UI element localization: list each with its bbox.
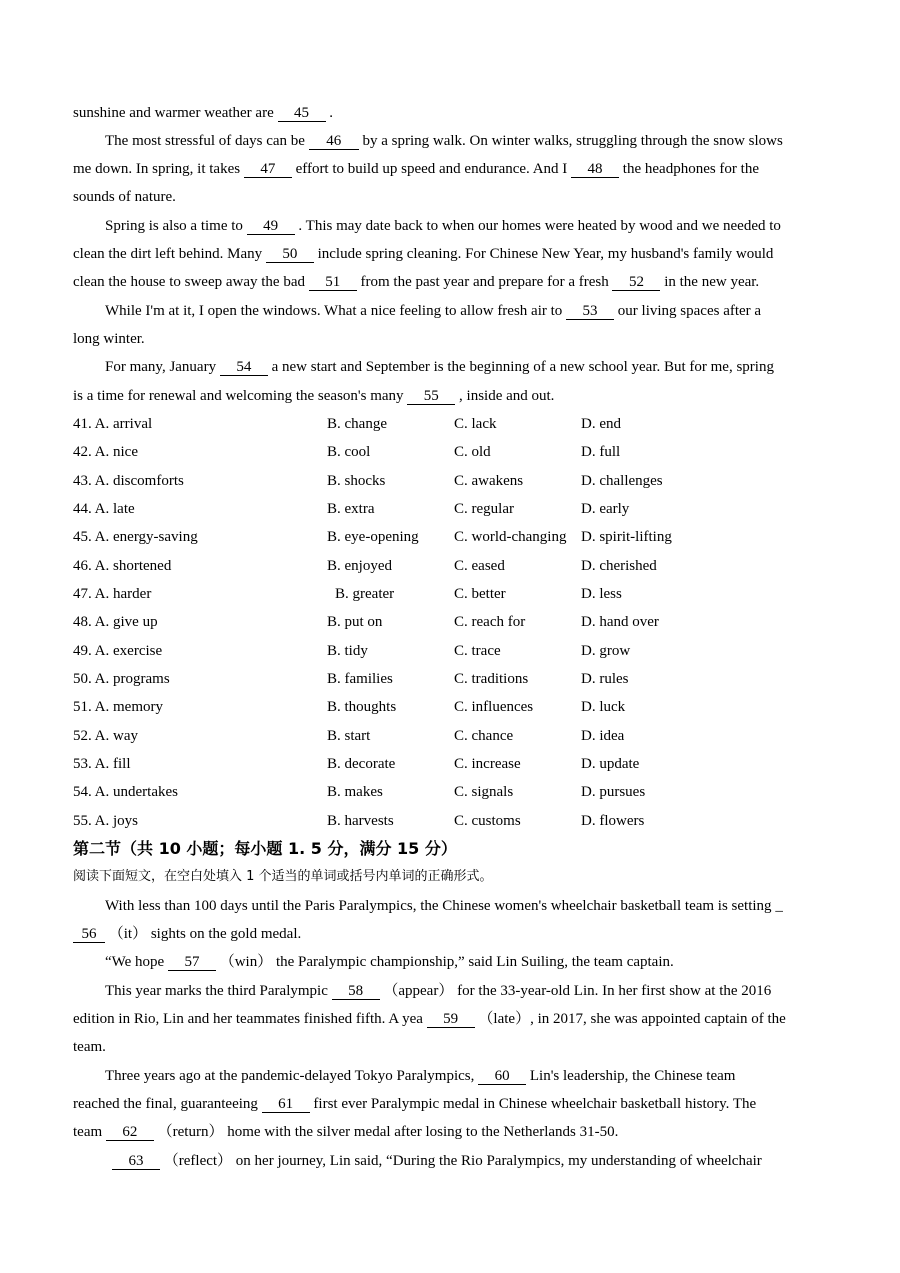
- text: sunshine and warmer weather are: [73, 105, 278, 121]
- option-a: 47. A. harder: [73, 586, 152, 602]
- option-a: 54. A. undertakes: [73, 784, 178, 800]
- text: effort to build up speed and endurance. And I: [291, 161, 572, 177]
- option-a: 51. A. memory: [73, 699, 163, 715]
- text: _: [775, 898, 783, 914]
- option-d: D. spirit-lifting: [581, 529, 672, 545]
- option-d: D. luck: [581, 699, 626, 715]
- option-d: D. grow: [581, 643, 631, 659]
- text: （late）, in 2017, she was appointed captain of the: [474, 1011, 786, 1027]
- text: from the past year and prepare for a fresh: [356, 274, 613, 290]
- passage-line: [105, 1066, 865, 1086]
- text: reached the final, guaranteeing: [73, 1096, 262, 1112]
- text: （it） sights on the gold medal.: [105, 926, 302, 942]
- passage-line: [73, 159, 833, 179]
- text: （appear） for the 33-year-old Lin. In her first show at the 2016: [379, 983, 772, 999]
- option-c: C. reach for: [454, 614, 526, 630]
- passage-line: [105, 952, 865, 972]
- text: .: [325, 105, 333, 121]
- text: clean the dirt left behind. Many: [73, 246, 266, 262]
- option-c: C. regular: [454, 501, 514, 517]
- option-a: 55. A. joys: [73, 813, 139, 829]
- option-c: C. world-changing: [454, 529, 567, 545]
- text: include spring cleaning. For Chinese New Year, my husband's family would: [313, 246, 774, 262]
- text: Spring is also a time to: [105, 218, 247, 234]
- text: （return） home with the silver medal after losing to the Netherlands 31-50.: [153, 1124, 619, 1140]
- section-instruction: 阅读下面短文，在空白处填入 1 个适当的单词或括号内单词的正确形式。: [73, 869, 493, 884]
- option-b: B. harvests: [327, 813, 394, 829]
- option-d: D. full: [581, 444, 621, 460]
- passage-line: [73, 187, 833, 207]
- blank-45: 45: [278, 105, 326, 122]
- text: long winter.: [73, 331, 145, 347]
- option-a: 41. A. arrival: [73, 416, 153, 432]
- text: Three years ago at the pandemic-delayed Tokyo Paralympics,: [105, 1068, 479, 1084]
- option-b: B. greater: [335, 586, 395, 602]
- option-b: B. enjoyed: [327, 558, 392, 574]
- option-a: 46. A. shortened: [73, 558, 172, 574]
- passage-line: [73, 1094, 833, 1114]
- passage-line: [73, 386, 833, 406]
- option-b: B. makes: [327, 784, 383, 800]
- text: edition in Rio, Lin and her teammates finished fifth. A yea: [73, 1011, 427, 1027]
- text: For many, January: [105, 359, 220, 375]
- option-c: C. traditions: [454, 671, 529, 687]
- text: clean the house to sweep away the bad: [73, 274, 309, 290]
- blank-48: 48: [571, 161, 619, 178]
- option-d: D. flowers: [581, 813, 645, 829]
- option-c: C. trace: [454, 643, 501, 659]
- option-d: D. hand over: [581, 614, 659, 630]
- text: me down. In spring, it takes: [73, 161, 244, 177]
- blank-47: 47: [244, 161, 292, 178]
- passage-line: [73, 103, 833, 123]
- option-d: D. early: [581, 501, 630, 517]
- blank-56: 56: [73, 926, 105, 943]
- option-d: D. update: [581, 756, 640, 772]
- blank-52: 52: [612, 274, 660, 291]
- blank-54: 54: [220, 359, 268, 376]
- text: first ever Paralympic medal in Chinese wheelchair basketball history. The: [309, 1096, 757, 1112]
- passage-line: [105, 301, 865, 321]
- passage-line: [73, 1009, 833, 1029]
- blank-46: 46: [309, 133, 359, 150]
- passage-line: [73, 329, 833, 349]
- option-a: 49. A. exercise: [73, 643, 163, 659]
- text: With less than 100 days until the Paris Paralympics, the Chinese women's wheelchair basketball team is setting: [105, 898, 776, 914]
- text: team: [73, 1124, 106, 1140]
- option-c: C. signals: [454, 784, 514, 800]
- section-heading: 第二节（共 10 小题；每小题 1. 5 分，满分 15 分）: [73, 839, 457, 858]
- option-a: 53. A. fill: [73, 756, 131, 772]
- passage-line: [105, 981, 865, 1001]
- passage-line: [105, 131, 865, 151]
- blank-51: 51: [309, 274, 357, 291]
- blank-59: 59: [427, 1011, 475, 1028]
- option-a: 45. A. energy-saving: [73, 529, 198, 545]
- blank-55: 55: [407, 388, 455, 405]
- passage-line: [105, 357, 865, 377]
- option-c: C. better: [454, 586, 506, 602]
- text: Lin's leadership, the Chinese team: [526, 1068, 736, 1084]
- option-a: 50. A. programs: [73, 671, 170, 687]
- option-b: B. tidy: [327, 643, 368, 659]
- blank-60: 60: [478, 1068, 526, 1085]
- text: “We hope: [105, 954, 168, 970]
- blank-50: 50: [266, 246, 314, 263]
- option-c: C. influences: [454, 699, 534, 715]
- text: （reflect） on her journey, Lin said, “During the Rio Paralympics, my understanding of wheelchair: [160, 1153, 762, 1169]
- option-b: B. change: [327, 416, 387, 432]
- option-c: C. eased: [454, 558, 505, 574]
- text: sounds of nature.: [73, 189, 176, 205]
- text: the headphones for the: [619, 161, 759, 177]
- blank-49: 49: [247, 218, 295, 235]
- passage-line: [73, 924, 833, 944]
- option-d: D. less: [581, 586, 622, 602]
- text: team.: [73, 1039, 106, 1055]
- option-c: C. increase: [454, 756, 521, 772]
- option-a: 43. A. discomforts: [73, 473, 184, 489]
- option-c: C. old: [454, 444, 491, 460]
- blank-61: 61: [262, 1096, 310, 1113]
- option-d: D. challenges: [581, 473, 663, 489]
- option-d: D. rules: [581, 671, 629, 687]
- option-b: B. families: [327, 671, 393, 687]
- option-b: B. extra: [327, 501, 375, 517]
- text: a new start and September is the beginning of a new school year. But for me, spring: [267, 359, 774, 375]
- option-d: D. idea: [581, 728, 625, 744]
- blank-53: 53: [566, 303, 614, 320]
- text: This year marks the third Paralympic: [105, 983, 332, 999]
- blank-58: 58: [332, 983, 380, 1000]
- text: in the new year.: [660, 274, 760, 290]
- text: The most stressful of days can be: [105, 133, 309, 149]
- passage-line: [105, 896, 865, 916]
- option-c: C. lack: [454, 416, 497, 432]
- text: is a time for renewal and welcoming the season's many: [73, 388, 408, 404]
- text: （win） the Paralympic championship,” said Lin Suiling, the team captain.: [215, 954, 674, 970]
- option-d: D. end: [581, 416, 621, 432]
- option-a: 52. A. way: [73, 728, 138, 744]
- option-b: B. start: [327, 728, 371, 744]
- text: our living spaces after a: [614, 303, 762, 319]
- text: . This may date back to when our homes were heated by wood and we needed to: [294, 218, 781, 234]
- text: While I'm at it, I open the windows. What a nice feeling to allow fresh air to: [105, 303, 567, 319]
- blank-63: 63: [112, 1153, 160, 1170]
- passage-line: [73, 272, 833, 292]
- passage-line: [105, 216, 865, 236]
- option-b: B. decorate: [327, 756, 396, 772]
- blank-62: 62: [106, 1124, 154, 1141]
- passage-line: [73, 1122, 833, 1142]
- passage-line: [73, 1037, 833, 1057]
- text: by a spring walk. On winter walks, struggling through the snow slows: [358, 133, 783, 149]
- option-b: B. shocks: [327, 473, 386, 489]
- option-b: B. put on: [327, 614, 383, 630]
- option-a: 44. A. late: [73, 501, 135, 517]
- passage-line: [73, 244, 833, 264]
- option-c: C. customs: [454, 813, 521, 829]
- option-b: B. thoughts: [327, 699, 397, 715]
- text: , inside and out.: [455, 388, 555, 404]
- passage-line: [112, 1151, 872, 1171]
- option-d: D. cherished: [581, 558, 657, 574]
- option-c: C. awakens: [454, 473, 524, 489]
- option-d: D. pursues: [581, 784, 646, 800]
- blank-57: 57: [168, 954, 216, 971]
- option-c: C. chance: [454, 728, 514, 744]
- option-b: B. cool: [327, 444, 371, 460]
- option-a: 42. A. nice: [73, 444, 138, 460]
- option-b: B. eye-opening: [327, 529, 419, 545]
- option-a: 48. A. give up: [73, 614, 158, 630]
